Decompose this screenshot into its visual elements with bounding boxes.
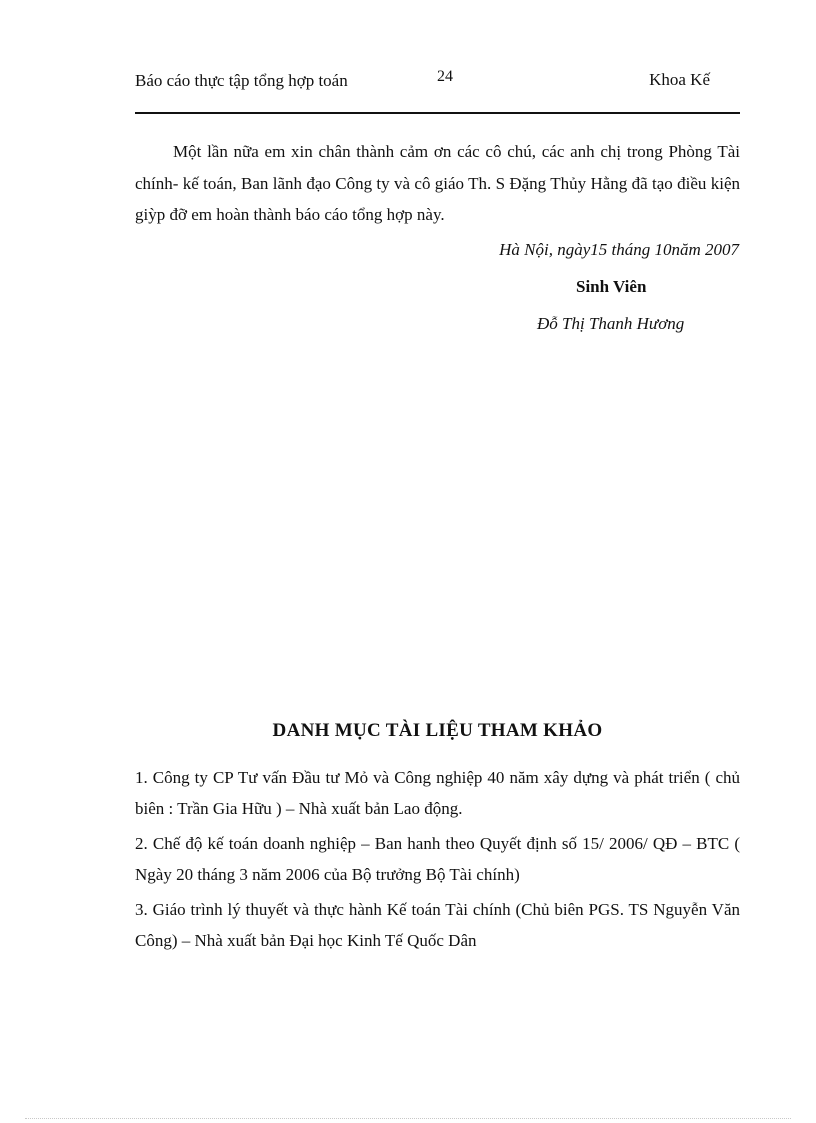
header-department: Khoa Kế (649, 70, 710, 89)
header-report-title: Báo cáo thực tập tổng hợp toán (135, 71, 348, 90)
signature-date: Hà Nội, ngày15 tháng 10năm 2007 (499, 240, 739, 259)
reference-item: 3. Giáo trình lý thuyết và thực hành Kế toán Tài chính (Chủ biên PGS. TS Nguyễn Văn Công) – Nhà xuất bản Đại học Kinh Tế Quốc Dân (135, 900, 740, 950)
signature-role: Sinh Viên (576, 277, 647, 296)
references-title: DANH MỤC TÀI LIỆU THAM KHẢO (272, 720, 603, 741)
header-divider (135, 112, 740, 114)
references-list (135, 762, 740, 960)
closing-paragraph: Một lần nữa em xin chân thành cảm ơn các cô chú, các anh chị trong Phòng Tài chính- kế toán, Ban lãnh đạo Công ty và cô giáo Th. S Đặng Thủy Hằng đã tạo điều kiện giỳp đỡ em hoàn thành báo cáo tổng hợp này. (135, 142, 740, 224)
page-header (135, 68, 740, 112)
page-number: 24 (437, 68, 453, 85)
reference-item: 1. Công ty CP Tư vấn Đầu tư Mỏ và Công nghiệp 40 năm xây dựng và phát triển ( chủ biên : Trần Gia Hữu ) – Nhà xuất bản Lao động. (135, 768, 740, 818)
page-bottom-border (25, 1118, 791, 1119)
signature-author: Đỗ Thị Thanh Hương (537, 314, 685, 333)
reference-item: 2. Chế độ kế toán doanh nghiệp – Ban hanh theo Quyết định số 15/ 2006/ QĐ – BTC ( Ngày 20 tháng 3 năm 2006 của Bộ trưởng Bộ Tài chính) (135, 834, 740, 884)
